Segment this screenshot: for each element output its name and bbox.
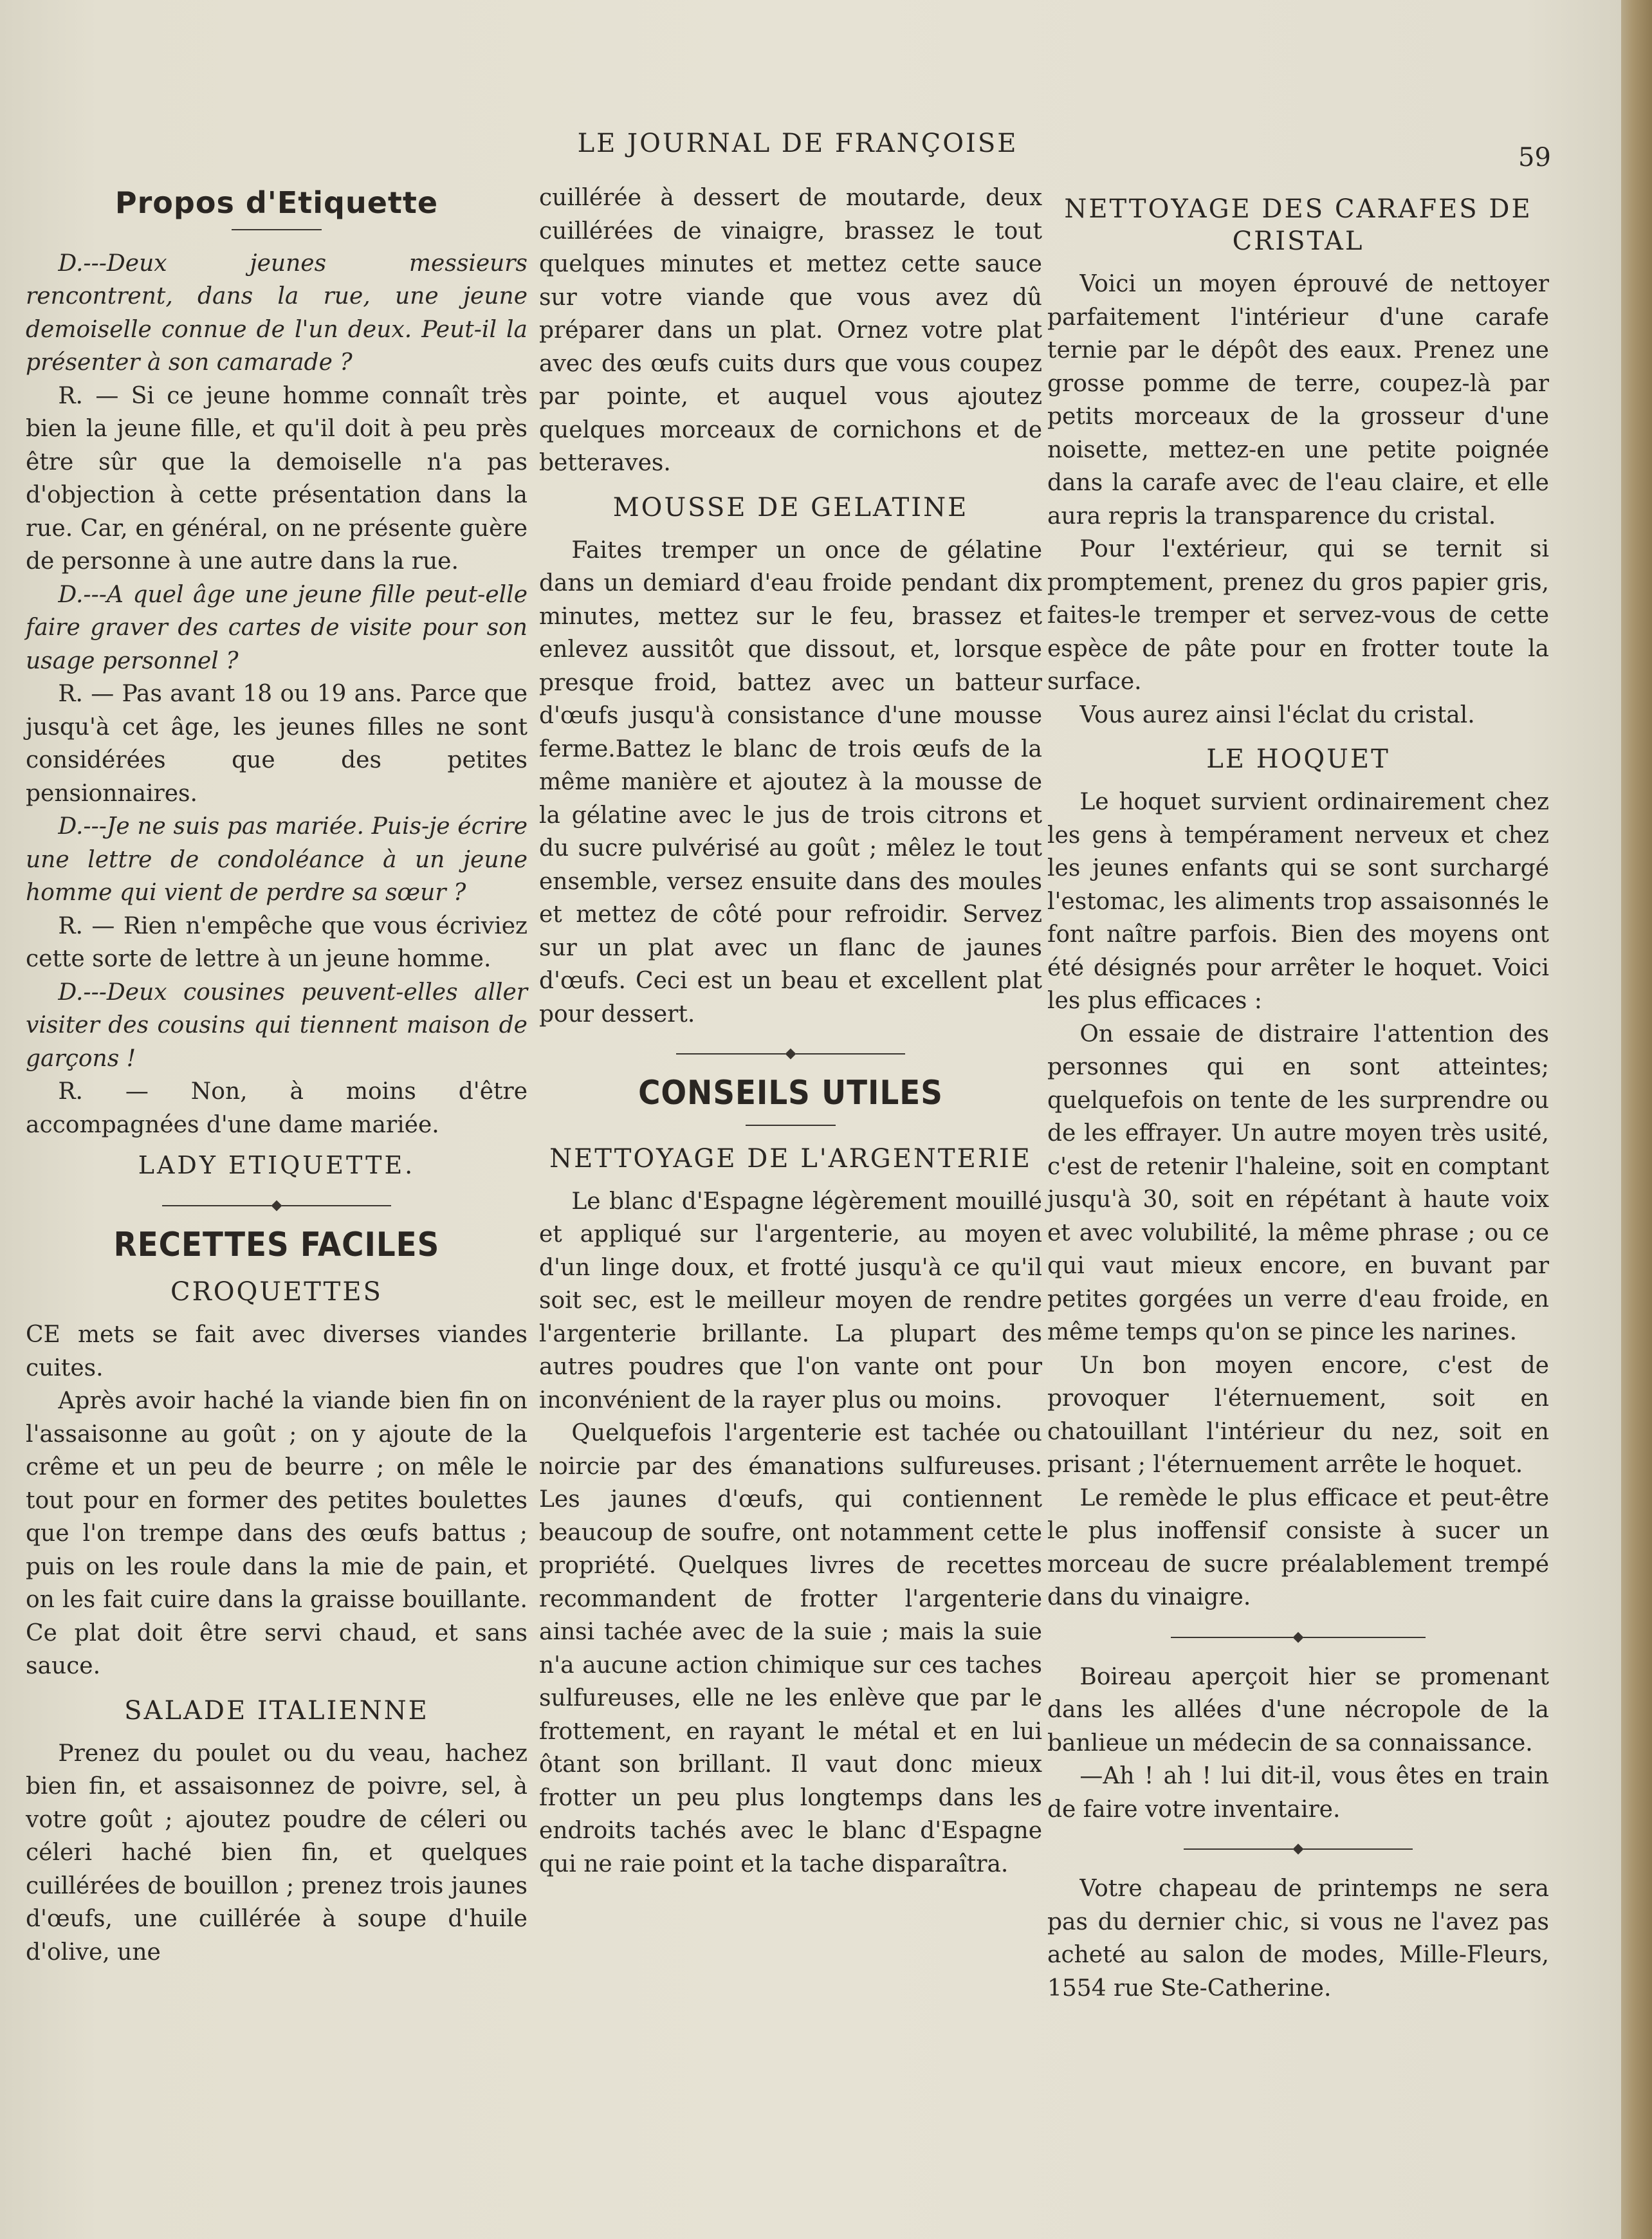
- mousse-heading: MOUSSE DE GELATINE: [612, 492, 969, 522]
- anecdote-text: Boireau aperçoit hier se promenant dans les allées d'une nécropole de la banlieue un médecin de sa connaissance.: [1047, 1663, 1549, 1756]
- croquettes-intro: CE mets se fait avec diverses viandes cuites.: [26, 1322, 528, 1381]
- advertisement-text: Votre chapeau de printemps ne sera pas du dernier chic, si vous ne l'avez pas acheté au salon de modes, Mille-Fleurs, 1554 rue Ste-Catherine.: [1047, 1875, 1549, 2002]
- etiquette-title: Propos d'Etiquette: [115, 185, 439, 220]
- column-2: [539, 181, 1042, 2112]
- etiquette-question: D.---Deux cousines peuvent-elles aller visiter des cousins qui tiennent maison de garçons !: [26, 979, 528, 1072]
- section-ornament: [1047, 1634, 1549, 1641]
- hoquet-body: Un bon moyen encore, c'est de provoquer l'éternuement, soit en chatouillant l'intérieur du nez, soit en prisant ; l'éternuement arrête le hoquet.: [1047, 1352, 1549, 1478]
- etiquette-question: D.---Je ne suis pas mariée. Puis-je écrire une lettre de condoléance à un jeune homme qui vient de perdre sa sœur ?: [26, 813, 528, 906]
- running-head: LE JOURNAL DE FRANÇOISE: [577, 129, 1018, 158]
- croquettes-heading: CROQUETTES: [170, 1277, 383, 1307]
- etiquette-answer: R. — Pas avant 18 ou 19 ans. Parce que jusqu'à cet âge, les jeunes filles ne sont considérées que des petites pensionnaires.: [26, 681, 528, 807]
- argenterie-body: Quelquefois l'argenterie est tachée ou noircie par des émanations sulfureuses. Les jaunes d'œufs, qui contiennent beaucoup de soufre, ont notamment cette propriété. Quelques livres de recettes recommandent de frotter l'argenterie ainsi tachée avec de la suie ; mais la suie n'a aucune action chimique sur ces taches sulfureuses, elle ne les enlève que par le frottement, en rayant le métal et en lui ôtant son brillant. Il vaut donc mieux frotter un peu plus longtemps dans les endroits tachés avec le blanc d'Espagne qui ne raie point et la tache disparaîtra.: [539, 1420, 1042, 1877]
- croquettes-body: Après avoir haché la viande bien fin on l'assaisonne au goût ; on y ajoute de la crême et un peu de beurre ; on mêle le tout pour en former des petites boulettes que l'on trempe dans des œufs battus ; puis on les roule dans la mie de pain, et on les fait cuire dans la graisse bouillante. Ce plat doit être servi chaud, et sans sauce.: [26, 1388, 528, 1679]
- page-edge-binding: [1621, 0, 1652, 2239]
- anecdote-text: —Ah ! ah ! lui dit-il, vous êtes en train de faire votre inventaire.: [1047, 1763, 1549, 1823]
- carafes-heading: NETTOYAGE DES CARAFES DE CRISTAL: [1064, 194, 1532, 256]
- title-rule: [746, 1125, 836, 1126]
- section-ornament: [539, 1050, 1042, 1058]
- hoquet-body: Le hoquet survient ordinairement chez les gens à tempérament nerveux et chez les jeunes enfants qui se sont surchargé l'estomac, les aliments trop assaisonnés le font naître parfois. Bien des moyens ont été désignés pour arrêter le hoquet. Voici les plus efficaces :: [1047, 789, 1549, 1014]
- recettes-title: RECETTES FACILES: [113, 1225, 440, 1264]
- column-1: [26, 181, 528, 2112]
- hoquet-body: On essaie de distraire l'attention des personnes qui en sont atteintes; quelquefois on tente de les surprendre ou de les effrayer. Un autre moyen très usité, c'est de retenir l'haleine, soit en comptant jusqu'à 30, soit en répétant à haute voix et avec volubilité, la même phrase ; ou ce qui vaut mieux encore, en buvant par petites gorgées un verre d'eau froide, en même temps qu'on se pince les narines.: [1047, 1020, 1549, 1345]
- etiquette-answer: R. — Non, à moins d'être accompagnées d'une dame mariée.: [26, 1078, 528, 1138]
- salade-heading: SALADE ITALIENNE: [124, 1695, 429, 1726]
- column-3: [1047, 181, 1549, 2112]
- etiquette-question: D.---A quel âge une jeune fille peut-elle faire graver des cartes de visite pour son usage personnel ?: [26, 581, 528, 674]
- carafes-body: Pour l'extérieur, qui se ternit si promptement, prenez du gros papier gris, faites-le tremper et servez-vous de cette espèce de pâte pour en frotter toute la surface.: [1047, 536, 1549, 695]
- title-rule: [232, 229, 322, 230]
- hoquet-body: Le remède le plus efficace et peut-être le plus inoffensif consiste à sucer un morceau de sucre préalablement trempé dans du vinaigre.: [1047, 1484, 1549, 1610]
- salade-body-continued: cuillérée à dessert de moutarde, deux cuillérées de vinaigre, brassez le tout quelques minutes et mettez cette sauce sur votre viande que vous avez dû préparer dans un plat. Ornez votre plat avec des œufs cuits durs que vous coupez par pointe, et auquel vous ajoutez quelques morceaux de cornichons et de betteraves.: [539, 185, 1042, 476]
- etiquette-signature: LADY ETIQUETTE.: [138, 1151, 416, 1179]
- mousse-body: Faites tremper un once de gélatine dans un demiard d'eau froide pendant dix minutes, mettez sur le feu, brassez et enlevez aussitôt que dissout, et, lorsque presque froid, battez avec un batteur d'œufs jusqu'à consistance d'une mousse ferme.Battez le blanc de trois œufs de la même manière et ajoutez à la mousse de la gélatine avec le jus de trois citrons et du sucre pulvérisé au goût ; mêlez le tout ensemble, versez ensuite dans des moules et mettez de côté pour refroidir. Servez sur un plat avec un flanc de jaunes d'œufs. Ceci est un beau et excellent plat pour dessert.: [539, 537, 1042, 1027]
- argenterie-body: Le blanc d'Espagne légèrement mouillé et appliqué sur l'argenterie, au moyen d'un linge doux, et frotté jusqu'à ce qu'il soit sec, est le meilleur moyen de rendre l'argenterie brillante. La plupart des autres poudres que l'on vante ont pour inconvénient de la rayer plus ou moins.: [539, 1188, 1042, 1414]
- section-ornament: [26, 1202, 528, 1210]
- etiquette-question: D.---Deux jeunes messieurs rencontrent, dans la rue, une jeune demoiselle connue de l'un deux. Peut-il la présenter à son camarade ?: [26, 250, 528, 376]
- etiquette-answer: R. — Si ce jeune homme connaît très bien la jeune fille, et qu'il doit à peu près être sûr que la demoiselle n'a pas d'objection à cette présentation dans la rue. Car, en général, on ne présente guère de personne à une autre dans la rue.: [26, 382, 528, 575]
- etiquette-answer: R. — Rien n'empêche que vous écriviez cette sorte de lettre à un jeune homme.: [26, 912, 528, 972]
- carafes-body: Voici un moyen éprouvé de nettoyer parfaitement l'intérieur d'une carafe ternie par le dépôt des eaux. Prenez une grosse pomme de terre, coupez-là par petits morceaux de la grosseur d'une noisette, mettez-en une petite poignée dans la carafe avec de l'eau claire, et elle aura repris la transparence du cristal.: [1047, 271, 1549, 530]
- page-number: 59: [1518, 143, 1551, 172]
- salade-body: Prenez du poulet ou du veau, hachez bien fin, et assaisonnez de poivre, sel, à votre goût ; ajoutez poudre de céleri ou céleri haché bien fin, et quelques cuillérées de bouillon ; prenez trois jaunes d'œufs, une cuillérée à soupe d'huile d'olive, une: [26, 1740, 528, 1966]
- argenterie-heading: NETTOYAGE DE L'ARGENTERIE: [549, 1143, 1032, 1174]
- section-ornament: [1047, 1845, 1549, 1853]
- conseils-title: CONSEILS UTILES: [638, 1074, 943, 1112]
- hoquet-heading: LE HOQUET: [1206, 744, 1390, 774]
- carafes-body: Vous aurez ainsi l'éclat du cristal.: [1079, 701, 1475, 728]
